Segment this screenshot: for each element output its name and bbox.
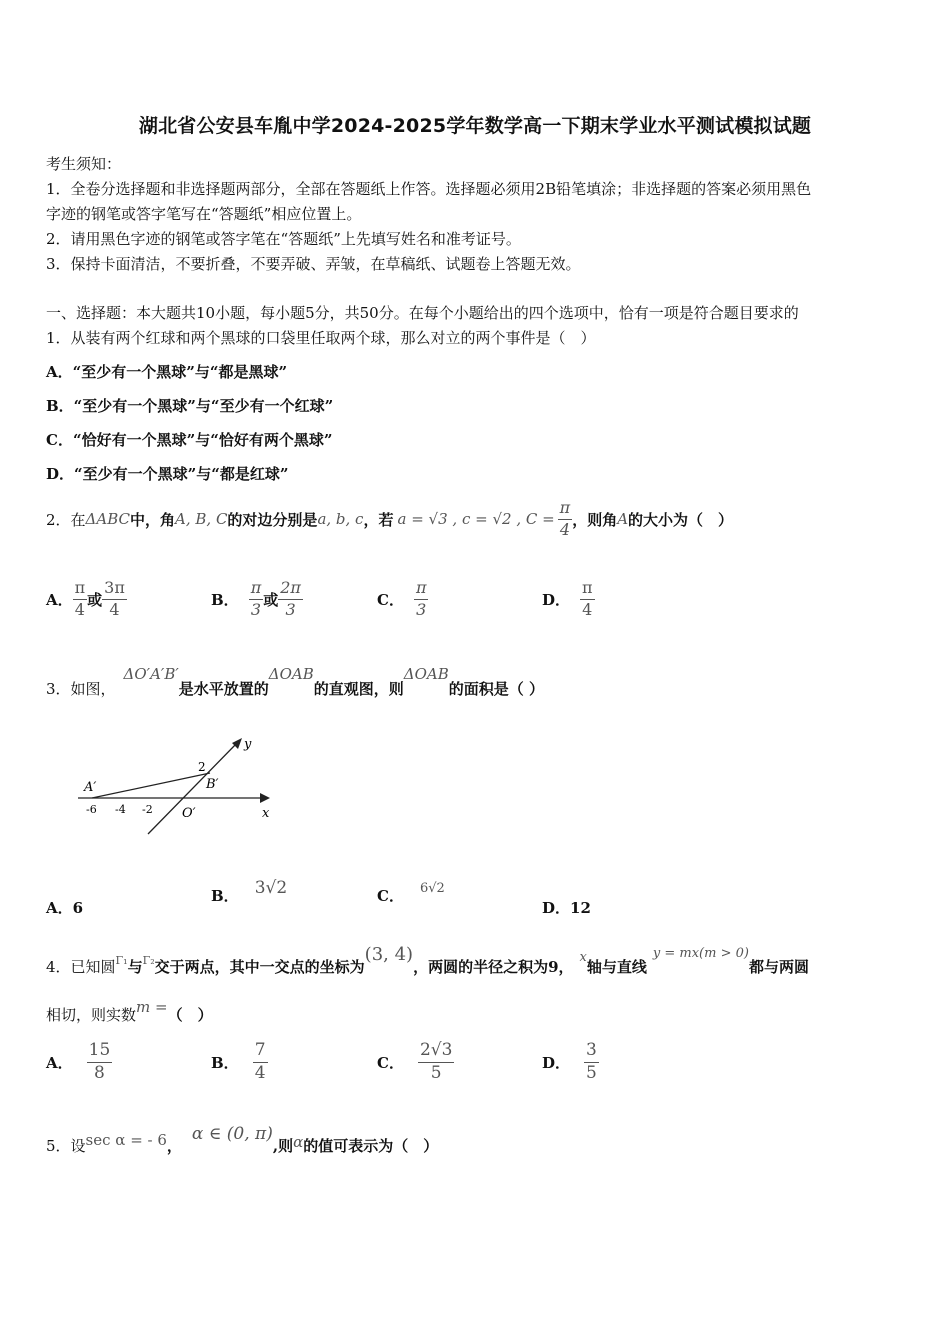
q2-d-frac	[580, 580, 595, 619]
q2-a-d1: 4	[74, 599, 85, 619]
q4-text-6: 都与两圆	[748, 958, 809, 976]
q2-b-or: 或	[263, 590, 279, 609]
q4-option-c	[377, 1042, 454, 1083]
q4-line: y = mx(m > 0)	[652, 946, 749, 961]
q2-text-5: ，则角	[572, 510, 618, 529]
q4-text-5: 轴与直线	[586, 958, 647, 976]
q3-text-2: 是水平放置的	[178, 680, 269, 698]
q2-b-frac-1	[249, 580, 264, 619]
q3-option-b	[211, 878, 288, 906]
notice-item-3: 3．保持卡面清洁，不要折叠，不要弄破、弄皱，在草稿纸、试题卷上答题无效。	[46, 255, 581, 273]
q5-math-sec: sec α = - 6	[85, 1131, 167, 1149]
q4-point: (3, 4)	[364, 944, 414, 965]
q3-label-o: O′	[182, 806, 196, 821]
q4-text-3: 交于两点，其中一交点的坐标为	[154, 958, 365, 976]
q4-c-frac	[418, 1042, 454, 1083]
q1-option-d: D．“至少有一个黑球”与“都是红球”	[46, 465, 289, 483]
q3-figure	[70, 730, 290, 840]
q2-math-a: A	[617, 510, 629, 529]
q2-c-label: C．	[377, 590, 404, 609]
q2-math-sides: a, b, c	[317, 510, 364, 529]
q4-x: x	[579, 950, 587, 965]
q5-math-alpha: α	[293, 1133, 304, 1151]
q4-circle-2: Γ₂	[142, 954, 155, 967]
q1-option-b: B．“至少有一个黑球”与“至少有一个红球”	[46, 397, 334, 415]
notice-item-1b: 字迹的钢笔或答字笔写在“答题纸”相应位置上。	[46, 205, 362, 223]
q2-b-n1: π	[249, 580, 264, 600]
q3-label-y: y	[244, 737, 252, 752]
q2-text-2: 中，角	[130, 510, 176, 529]
q2-stem	[46, 500, 733, 539]
q4-a-frac	[87, 1042, 113, 1083]
q4-text-1: 4．已知圆	[46, 958, 116, 976]
q3-label-2: 2	[198, 760, 206, 774]
q2-math-frac	[558, 500, 573, 539]
q3-tick-neg4: -4	[115, 803, 126, 816]
q3-math-3: ΔOAB	[403, 665, 449, 683]
q4-d-n: 3	[584, 1042, 599, 1063]
page-title: 湖北省公安县车胤中学2024-2025学年数学高一下期末学业水平测试模拟试题	[138, 115, 812, 137]
q2-b-frac-2	[278, 580, 303, 619]
q4-d-label: D．	[542, 1053, 571, 1072]
q4-b-frac	[253, 1042, 268, 1083]
q3-text-3: 的直观图，则	[313, 680, 404, 698]
q2-math-given: a = √3 , c = √2 , C =	[397, 510, 555, 529]
q4-a-d: 8	[94, 1062, 105, 1083]
q5-math-interval: α ∈ (0, π)	[191, 1124, 273, 1144]
q2-text-4: ，若	[363, 510, 394, 529]
q3-option-c	[377, 881, 445, 906]
q4-m: m =	[136, 998, 168, 1016]
q2-option-b	[211, 580, 303, 619]
q2-text-1: 2．在	[46, 510, 86, 529]
q2-option-c	[377, 580, 428, 619]
q4-option-b	[211, 1042, 268, 1083]
notice-item-1a: 1．全卷分选择题和非选择题两部分，全部在答题纸上作答。选择题必须用2B铅笔填涂；非选择题的答案必须用黑色	[46, 180, 812, 198]
q1-option-a: A．“至少有一个黑球”与“都是黑球”	[46, 363, 288, 381]
q3-label-a: A′	[84, 780, 97, 795]
q2-text-3: 的对边分别是	[227, 510, 318, 529]
q3-text-4: 的面积是（ ）	[448, 680, 545, 698]
q4-b-d: 4	[254, 1062, 266, 1083]
q4-c-d: 5	[430, 1062, 442, 1083]
q2-option-d	[542, 580, 595, 619]
q2-a-n1: π	[73, 580, 88, 600]
q5-text-4: 的值可表示为（ ）	[303, 1137, 439, 1155]
q4-option-a	[46, 1042, 112, 1083]
q5-text-3: ,则	[272, 1137, 294, 1155]
q5-stem	[46, 1124, 438, 1156]
q3-c-value: 6√2	[419, 881, 445, 896]
q4-d-d: 5	[586, 1062, 597, 1083]
q5-text-1: 5．设	[46, 1137, 86, 1155]
q4-b-label: B．	[211, 1053, 239, 1072]
q4-text-2: 与	[127, 958, 143, 976]
q3-tick-neg6: -6	[86, 803, 97, 816]
q4-stem-line-2	[46, 998, 213, 1025]
q3-option-a: A．6	[46, 899, 84, 917]
q3-c-label: C．	[377, 887, 404, 905]
q4-text-7: 相切，则实数	[46, 1006, 137, 1024]
q2-b-n2: 2π	[278, 580, 303, 600]
q2-d-label: D．	[542, 590, 571, 609]
q2-a-label: A．	[46, 590, 73, 609]
q4-text-4: ，两圆的半径之积为9，	[413, 958, 574, 976]
q3-b-value: 3√2	[254, 878, 288, 898]
q2-c-frac	[414, 580, 429, 619]
q3-b-label: B．	[211, 887, 239, 905]
q4-option-d	[542, 1042, 599, 1083]
q3-x-arrow	[260, 793, 270, 803]
q4-a-n: 15	[87, 1042, 113, 1063]
q2-frac-num: π	[558, 500, 573, 520]
q3-math-1: ΔO′A′B′	[123, 665, 179, 683]
q3-option-d: D．12	[542, 899, 591, 917]
q4-text-8: （ ）	[167, 1006, 213, 1024]
q2-d-d: 4	[582, 599, 593, 619]
q2-math-triangle: ΔABC	[85, 510, 130, 529]
q2-option-a	[46, 580, 127, 619]
q5-text-2: ，	[166, 1137, 182, 1155]
q3-math-2: ΔOAB	[268, 665, 314, 683]
q2-a-frac-1	[73, 580, 88, 619]
q2-b-d1: 3	[250, 599, 262, 619]
q2-math-angles: A, B, C	[175, 510, 228, 529]
q2-a-d2: 4	[109, 599, 120, 619]
notice-heading: 考生须知：	[46, 155, 122, 173]
q4-stem-line-1	[46, 944, 809, 977]
q3-stem	[46, 665, 544, 699]
q4-circle-1: Γ₁	[115, 954, 128, 967]
q2-frac-den: 4	[559, 519, 571, 539]
q4-b-n: 7	[253, 1042, 268, 1063]
q2-b-label: B．	[211, 590, 239, 609]
q3-tick-neg2: -2	[142, 803, 153, 816]
q2-a-frac-2	[102, 580, 127, 619]
q4-a-label: A．	[46, 1053, 73, 1072]
q4-c-label: C．	[377, 1053, 404, 1072]
q2-c-d: 3	[416, 599, 427, 619]
q4-c-n: 2√3	[418, 1042, 454, 1063]
q2-b-d2: 3	[285, 599, 296, 619]
q2-a-n2: 3π	[102, 580, 127, 600]
q2-a-or: 或	[87, 590, 103, 609]
section-heading: 一、选择题：本大题共10小题，每小题5分，共50分。在每个小题给出的四个选项中，恰有一项是符合题目要求的	[46, 304, 799, 322]
q2-c-n: π	[414, 580, 429, 600]
q3-label-b: B′	[206, 777, 219, 792]
q3-label-x: x	[262, 806, 270, 821]
q2-d-n: π	[580, 580, 595, 600]
q1-stem: 1．从装有两个红球和两个黑球的口袋里任取两个球，那么对立的两个事件是（ ）	[46, 329, 596, 347]
notice-item-2: 2．请用黑色字迹的钢笔或答字笔在“答题纸”上先填写姓名和准考证号。	[46, 230, 521, 248]
q1-option-c: C．“恰好有一个黑球”与“恰好有两个黑球”	[46, 431, 333, 449]
q2-text-6: 的大小为（ ）	[628, 510, 734, 529]
q4-d-frac	[584, 1042, 599, 1083]
q3-text-1: 3．如图，	[46, 680, 116, 698]
q3-segment-ab	[92, 773, 210, 798]
